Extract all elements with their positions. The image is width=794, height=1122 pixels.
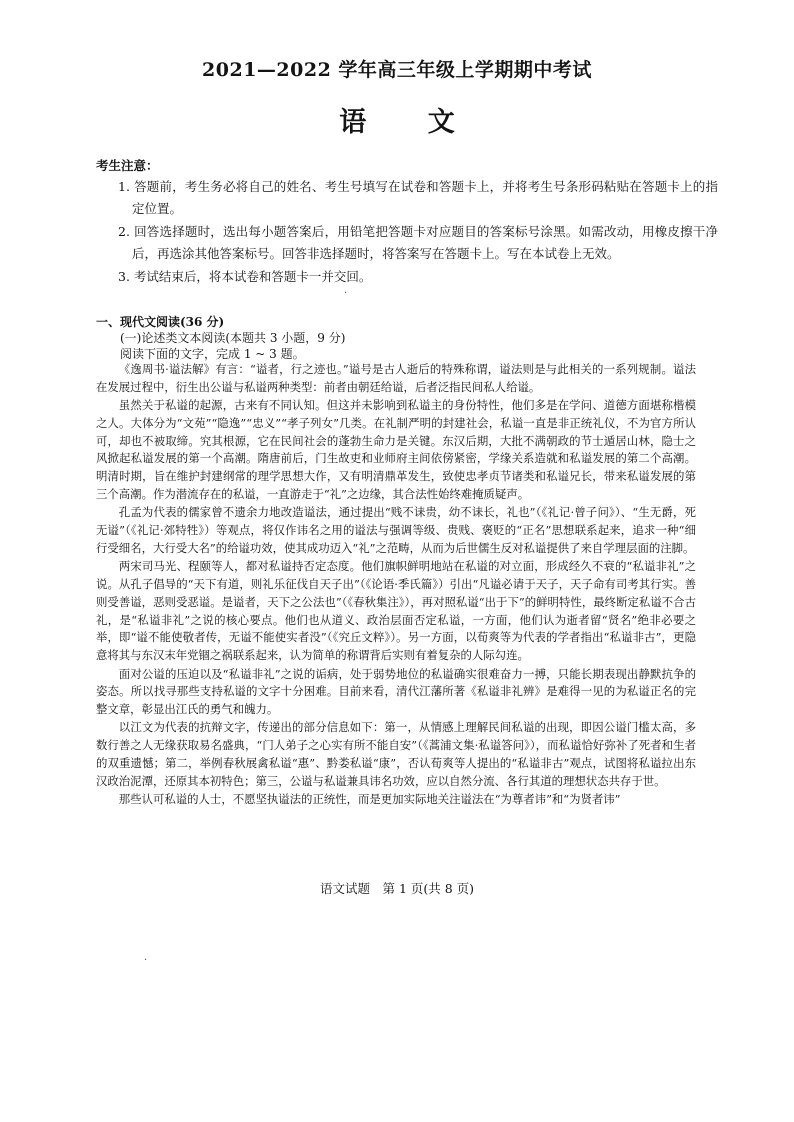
reading-passage	[96, 361, 696, 809]
scan-speck: ·	[344, 288, 348, 299]
passage-paragraph: 两宋司马光、程颐等人，都对私谥持否定态度。他们旗帜鲜明地站在私谥的对立面，形成经久不衰的“私谥非礼”之说。从孔子倡导的“天下有道，则礼乐征伐自天子出”（《论语·季氏篇》）引出“凡谥必请于天子，天子命有司考其行实。善则受善谥，恶则受恶谥。是谥者，天下之公法也”（《春秋集注》），再对照私谥“出于下”的鲜明特性，最终断定私谥不合古礼，是“私谥非礼”之说的核心要点。他们也从道义、政治层面否定私谥，一方面，他们认为逝者留“贤名”绝非必要之举，即“谥不能使敬者传，无谥不能使实者没”（《究丘文粹》）。另一方面，以荀爽等为代表的学者指出“私谥非古”，更隐意将其与东汉末年党锢之祸联系起来，认为简单的称谓背后实则有着复杂的人际勾连。	[96, 559, 696, 663]
passage-paragraph: 虽然关于私谥的起源，古来有不同认知。但这并未影响到私谥主的身份特性，他们多是在学问、道德方面堪称楷模之人。大体分为“文苑”“隐逸”“忠义”“孝子列女”几类。在礼制严明的封建社会，私谥一直是非正统礼仪，不为官方所认可，却也不被取缔。究其根源，它在民间社会的蓬勃生命力是关键。东汉后期，大批不满朝政的节士遁居山林，隐士之风掀起私谥发展的第一个高潮。隋唐前后，门生故吏和业师府主间依傍紧密，学缘关系造就和私谥发展的第二个高潮。明清时期，旨在维护封建纲常的理学思想大作，又有明清鼎革发生，致使忠孝贞节诸类和私谥兄长，带来私谥发展的第三个高潮。作为潜流存在的私谥，一直游走于“礼”之边缘，其合法性始终难掩质疑声。	[96, 398, 696, 502]
notice-item: 2. 回答选择题时，选出每小题答案后，用铅笔把答题卡对应题目的答案标号涂黑。如需改动，用橡皮擦干净后，再选涂其他答案标号。回答非选择题时，将答案写在答题卡上。写在本试卷上无效。	[118, 224, 718, 261]
notice-heading: 考生注意：	[96, 158, 159, 173]
exam-title: 2021—2022 学年高三年级上学期期中考试	[202, 59, 592, 81]
notice-list	[118, 176, 718, 290]
passage-paragraph: 以江文为代表的抗辩文字，传递出的部分信息如下：第一，从情感上理解民间私谥的出现，即因公谥门槛太高，多数行善之人无缘获取易名盛典，“门人弟子之心实有所不能自安”（《蒿浦文集·私谥答问》），而私谥恰好弥补了死者和生者的双重遗憾；第二，举例春秋展禽私谥“惠”、黔娄私谥“康”，否认荀爽等人提出的“私谥非古”观点，试图将私谥拉出东汉政治泥潭，还原其本初特色；第三，公谥与私谥兼具讳名功效，应以自然分流、各行其道的理想状态共存于世。	[96, 720, 696, 788]
scan-speck: ·	[144, 955, 148, 966]
subject-title: 语 文	[339, 107, 481, 138]
section-subheading: (一)论述类文本阅读(本题共 3 小题，9 分)	[120, 331, 346, 345]
notice-item: 3. 考试结束后，将本试卷和答题卡一并交回。	[118, 269, 372, 284]
passage-paragraph: 面对公谥的压迫以及“私谥非礼”之说的诟病，处于弱势地位的私谥确实很难奋力一搏，只能长期表现出静默抗争的姿态。所以找寻那些支持私谥的文字十分困难。目前来看，清代江藩所著《私谥非礼辨》是难得一见的为私谥正名的完整文章，彰显出江氏的勇气和魄力。	[96, 666, 696, 717]
passage-paragraph: 《逸周书·谥法解》有言：“谥者，行之迹也。”谥号是古人逝后的特殊称谓，谥法则是与此相关的一系列规制。谥法在发展过程中，衍生出公谥与私谥两种类型：前者由朝廷给谥，后者泛指民间私人给谥。	[96, 362, 696, 394]
passage-paragraph: 孔孟为代表的儒家曾不遗余力地改造谥法，通过提出“贱不诔贵，幼不诔长，礼也”（《礼记·曾子问》）、“生无爵，死无谥”（《礼记·郊特牲》）等观点，将仅作讳名之用的谥法与强调等级、贵贱、褒贬的“正名”思想联系起来，追求一种“细行受细名，大行受大名”的给谥功效，使其成功迈入“礼”之范畴，从而为后世儒生反对私谥提供了来自学理层面的注脚。	[96, 505, 696, 555]
section-heading: 一、现代文阅读(36 分)	[96, 315, 225, 329]
page-footer: 语文试题 第 1 页(共 8 页)	[319, 881, 475, 896]
section-instruction: 阅读下面的文字，完成 1 ~ 3 题。	[120, 347, 305, 361]
notice-item: 1. 答题前，考生务必将自己的姓名、考生号填写在试卷和答题卡上，并将考生号条形码粘贴在答题卡上的指定位置。	[118, 179, 718, 216]
passage-paragraph: 那些认可私谥的人士，不愿坚执谥法的正统性，而是更加实际地关注谥法在“为尊者讳”和“为贤者讳”	[118, 792, 621, 807]
